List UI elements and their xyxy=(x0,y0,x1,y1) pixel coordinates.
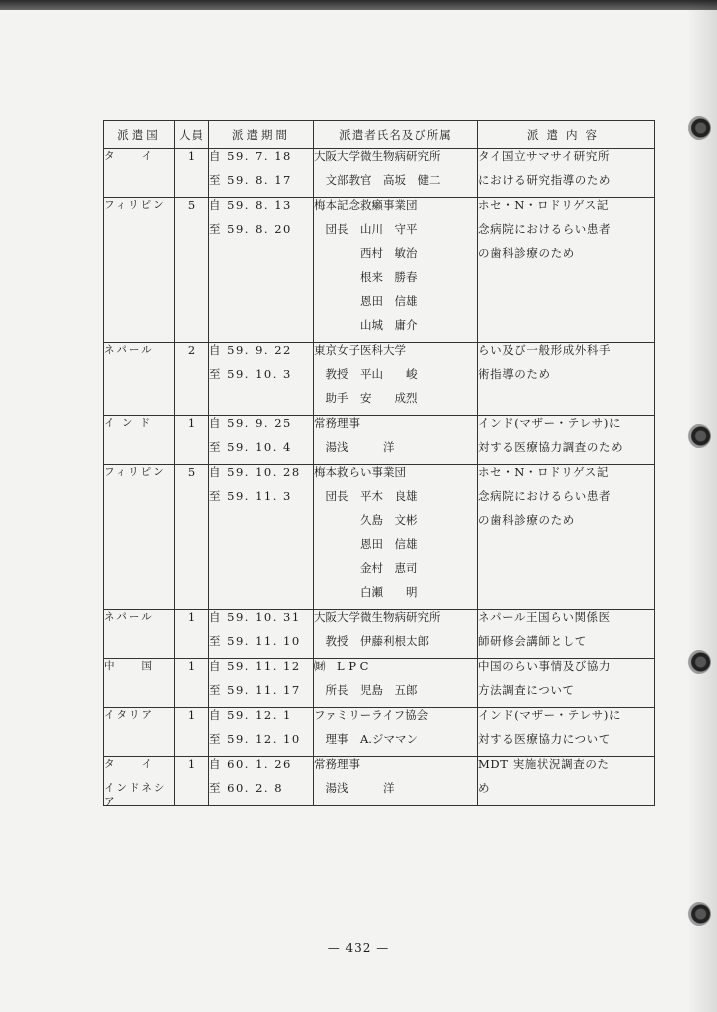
person-cell xyxy=(314,149,478,198)
member-count-cell xyxy=(175,416,209,465)
member-count-cell xyxy=(175,149,209,198)
content-line: の歯科診療のため xyxy=(478,513,575,527)
dispatch-table xyxy=(103,120,655,806)
content-line: 対する医療協力について xyxy=(478,732,611,746)
person-line: ㈶ L P C xyxy=(314,659,369,673)
person-line: ファミリーライフ協会 xyxy=(314,708,429,722)
binder-ring-icon xyxy=(685,116,711,140)
person-cell xyxy=(314,465,478,610)
period-line: 自 60. 1. 26 xyxy=(209,757,292,771)
person-line: 白瀬 明 xyxy=(314,585,418,599)
period-line: 自 59. 12. 1 xyxy=(209,708,292,722)
period-cell xyxy=(209,465,314,610)
binder-ring-icon xyxy=(685,902,711,926)
member-count: 1 xyxy=(187,610,196,624)
country-name: インドネシア xyxy=(104,782,167,808)
content-line: ネパール王国らい関係医 xyxy=(478,610,611,624)
scan-top-edge xyxy=(0,0,717,10)
period-cell xyxy=(209,198,314,343)
country-name: フィリピン xyxy=(104,199,166,211)
content-line: タイ国立サマサイ研究所 xyxy=(478,149,611,163)
binding-shadow xyxy=(687,0,717,1012)
content-line: め xyxy=(478,781,491,795)
page-number: — 432 — xyxy=(327,941,390,955)
period-line: 至 59. 10. 3 xyxy=(209,367,292,381)
country-name: ネパール xyxy=(104,344,154,356)
member-count-cell xyxy=(175,465,209,610)
period-line: 至 59. 11. 17 xyxy=(209,683,301,697)
member-count: 1 xyxy=(187,416,196,430)
period-line: 自 59. 11. 12 xyxy=(209,659,301,673)
person-line: 団長 山川 守平 xyxy=(314,222,418,236)
content-cell xyxy=(478,149,655,198)
header-row xyxy=(104,121,655,149)
person-cell xyxy=(314,659,478,708)
content-line: ホセ・N・ロドリゲス記 xyxy=(478,465,609,479)
member-count-cell xyxy=(175,708,209,757)
member-count: 1 xyxy=(187,149,196,163)
content-line: 術指導のため xyxy=(478,367,551,381)
period-cell xyxy=(209,708,314,757)
content-cell xyxy=(478,708,655,757)
member-count: 1 xyxy=(187,708,196,722)
content-cell xyxy=(478,757,655,806)
member-count-cell xyxy=(175,610,209,659)
member-count-cell xyxy=(175,198,209,343)
period-cell xyxy=(209,659,314,708)
content-line: 中国のらい事情及び協力 xyxy=(478,659,612,673)
person-line: 大阪大学微生物病研究所 xyxy=(314,610,441,624)
country-name: タ イ xyxy=(104,758,154,770)
content-cell xyxy=(478,610,655,659)
person-line: 西村 敏治 xyxy=(314,246,418,260)
period-line: 至 59. 10. 4 xyxy=(209,440,292,454)
period-cell xyxy=(209,416,314,465)
country-cell xyxy=(104,343,175,416)
country-cell xyxy=(104,610,175,659)
period-line: 自 59. 9. 22 xyxy=(209,343,292,357)
person-line: 梅本記念救癩事業団 xyxy=(314,198,418,212)
content-line: 対する医療協力調査のため xyxy=(478,440,624,454)
period-line: 至 59. 11. 10 xyxy=(209,634,301,648)
period-cell xyxy=(209,343,314,416)
person-line: 東京女子医科大学 xyxy=(314,343,406,357)
person-line: 文部教官 高坂 健二 xyxy=(314,173,441,187)
country-name: タ イ xyxy=(104,150,154,162)
country-cell xyxy=(104,708,175,757)
content-line: における研究指導のため xyxy=(478,173,612,187)
header-period: 派遣期間 xyxy=(209,121,314,149)
content-line: の歯科診療のため xyxy=(478,246,575,260)
table-row xyxy=(104,708,655,757)
country-cell xyxy=(104,659,175,708)
table-row xyxy=(104,198,655,343)
person-cell xyxy=(314,198,478,343)
header-country: 派遣国 xyxy=(104,121,175,149)
period-line: 自 59. 10. 31 xyxy=(209,610,301,624)
country-name: ネパール xyxy=(104,611,154,623)
period-line: 至 59. 11. 3 xyxy=(209,489,292,503)
content-line: 方法調査について xyxy=(478,683,575,697)
country-name: イ ン ド xyxy=(104,417,153,429)
country-name: フィリピン xyxy=(104,466,166,478)
person-cell xyxy=(314,416,478,465)
content-cell xyxy=(478,198,655,343)
country-cell xyxy=(104,465,175,610)
period-line: 至 60. 2. 8 xyxy=(209,781,284,795)
person-line: 湯浅 洋 xyxy=(314,781,395,795)
country-cell xyxy=(104,149,175,198)
period-cell xyxy=(209,757,314,806)
period-line: 至 59. 12. 10 xyxy=(209,732,301,746)
country-cell xyxy=(104,757,175,806)
content-line: らい及び一般形成外科手 xyxy=(478,343,612,357)
person-line: 所長 児島 五郎 xyxy=(314,683,418,697)
table-row xyxy=(104,465,655,610)
period-cell xyxy=(209,149,314,198)
content-line: ホセ・N・ロドリゲス記 xyxy=(478,198,609,212)
person-line: 梅本救らい事業団 xyxy=(314,465,406,479)
person-line: 教授 平山 峻 xyxy=(314,367,418,381)
person-cell xyxy=(314,610,478,659)
member-count: 2 xyxy=(187,343,196,357)
country-name: イタリア xyxy=(104,709,154,721)
period-line: 至 59. 8. 17 xyxy=(209,173,292,187)
content-cell xyxy=(478,465,655,610)
table-row xyxy=(104,610,655,659)
content-cell xyxy=(478,343,655,416)
content-line: インド(マザー・テレサ)に xyxy=(478,708,622,722)
table-row xyxy=(104,757,655,806)
content-line: 念病院におけるらい患者 xyxy=(478,222,612,236)
table-row xyxy=(104,149,655,198)
content-line: 念病院におけるらい患者 xyxy=(478,489,612,503)
period-line: 自 59. 7. 18 xyxy=(209,149,292,163)
country-cell xyxy=(104,198,175,343)
period-cell xyxy=(209,610,314,659)
person-line: 団長 平木 良雄 xyxy=(314,489,418,503)
country-name: 中 国 xyxy=(104,660,154,672)
person-line: 山城 庸介 xyxy=(314,318,418,332)
content-cell xyxy=(478,416,655,465)
person-line: 湯浅 洋 xyxy=(314,440,395,454)
table-row xyxy=(104,416,655,465)
member-count: 1 xyxy=(187,757,196,771)
binder-ring-icon xyxy=(685,424,711,448)
member-count-cell xyxy=(175,757,209,806)
content-line: インド(マザー・テレサ)に xyxy=(478,416,622,430)
person-line: 常務理事 xyxy=(314,757,360,771)
header-person: 派遣者氏名及び所属 xyxy=(314,121,478,149)
content-line: MDT 実施状況調査のた xyxy=(478,757,610,771)
member-count-cell xyxy=(175,343,209,416)
person-line: 久島 文彬 xyxy=(314,513,418,527)
header-content: 派遣内容 xyxy=(478,121,655,149)
country-cell xyxy=(104,416,175,465)
person-cell xyxy=(314,708,478,757)
person-cell xyxy=(314,343,478,416)
period-line: 至 59. 8. 20 xyxy=(209,222,292,236)
person-line: 金村 恵司 xyxy=(314,561,418,575)
member-count: 1 xyxy=(187,659,196,673)
table-row xyxy=(104,343,655,416)
period-line: 自 59. 9. 25 xyxy=(209,416,292,430)
person-cell xyxy=(314,757,478,806)
period-line: 自 59. 8. 13 xyxy=(209,198,292,212)
person-line: 大阪大学微生物病研究所 xyxy=(314,149,441,163)
content-line: 師研修会講師として xyxy=(478,634,587,648)
person-line: 恩田 信雄 xyxy=(314,537,418,551)
period-line: 自 59. 10. 28 xyxy=(209,465,301,479)
binder-ring-icon xyxy=(685,650,711,674)
member-count: 5 xyxy=(187,465,196,479)
header-count: 人員 xyxy=(175,121,209,149)
person-line: 教授 伊藤利根太郎 xyxy=(314,634,429,648)
person-line: 助手 安 成烈 xyxy=(314,391,418,405)
table-row xyxy=(104,659,655,708)
person-line: 恩田 信雄 xyxy=(314,294,418,308)
content-cell xyxy=(478,659,655,708)
member-count-cell xyxy=(175,659,209,708)
person-line: 根来 勝春 xyxy=(314,270,418,284)
person-line: 常務理事 xyxy=(314,416,360,430)
member-count: 5 xyxy=(187,198,196,212)
person-line: 理事 A.ジママン xyxy=(314,732,418,746)
